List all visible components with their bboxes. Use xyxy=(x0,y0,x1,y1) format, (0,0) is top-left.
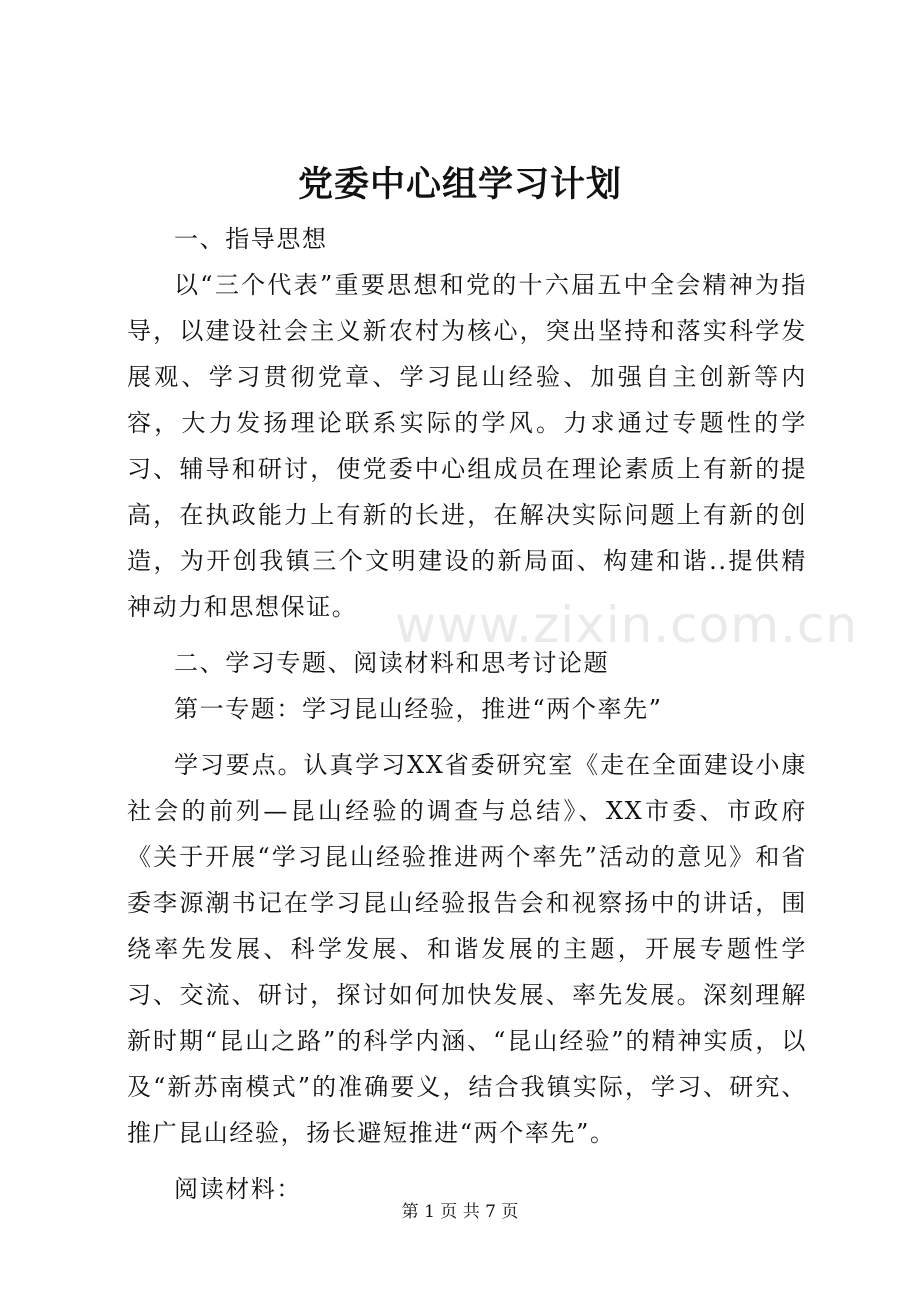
document-body xyxy=(127,216,807,1212)
section-heading-study-topics: 二、学习专题、阅读材料和思考讨论题 xyxy=(174,649,610,677)
topic-heading-first: 第一专题：学习昆山经验，推进“两个率先” xyxy=(174,695,663,723)
document-title: 党委中心组学习计划 xyxy=(297,164,622,205)
page-footer: 第 1 页 共 7 页 xyxy=(401,1202,519,1222)
watermark: www.zixin.com.cn xyxy=(395,596,859,654)
paragraph-study-points: 学习要点。认真学习XX省委研究室《走在全面建设小康社会的前列—昆山经验的调查与总结》、XX市委、市政府《关于开展“学习昆山经验推进两个率先”活动的意见》和省委李源潮书记在学习昆山经验报告会和视察扬中的讲话，围绕率先发展、科学发展、和谐发展的主题，开展专题性学习、交流、研讨，探讨如何加快发展、率先发展。深刻理解新时期“昆山之路”的科学内涵、“昆山经验”的精神实质，以及“新苏南模式”的准确要义，结合我镇实际，学习、研究、推广昆山经验，扬长避短推进“两个率先”。 xyxy=(127,751,807,1147)
reading-materials-heading: 阅读材料： xyxy=(174,1175,302,1203)
paragraph-guiding-thought: 以“三个代表”重要思想和党的十六届五中全会精神为指导，以建设社会主义新农村为核心，突出坚持和落实科学发展观、学习贯彻党章、学习昆山经验、加强自主创新等内容，大力发扬理论联系实际的学风。力求通过专题性的学习、辅导和研讨，使党委中心组成员在理论素质上有新的提高，在执政能力上有新的长进，在解决实际问题上有新的创造，为开创我镇三个文明建设的新局面、构建和谐..提供精神动力和思想保证。 xyxy=(127,271,807,621)
section-heading-guiding-thought: 一、指导思想 xyxy=(174,225,328,253)
